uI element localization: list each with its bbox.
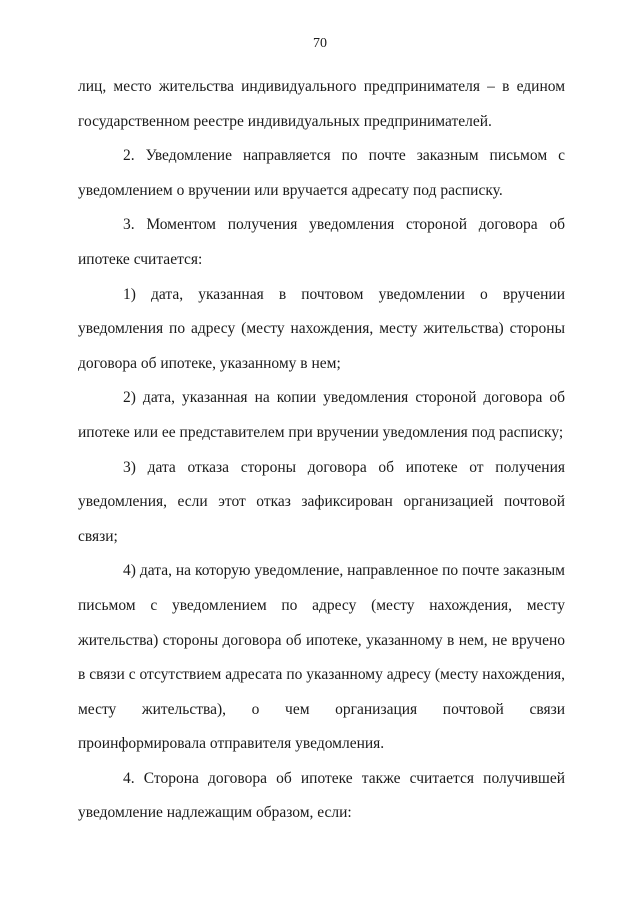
paragraph-item-4: 4. Сторона договора об ипотеке также считается получившей уведомление надлежащим образом, если: — [78, 769, 565, 822]
subitem-1: 1) дата, указанная в почтовом уведомлении о вручении уведомления по адресу (месту нахождения, месту жительства) стороны договора об ипотеке, указанному в нем; — [78, 285, 565, 372]
paragraph-item-2: 2. Уведомление направляется по почте заказным письмом с уведомлением о вручении или вручается адресату под расписку. — [78, 147, 565, 199]
document-body — [78, 70, 565, 831]
subitem-3: 3) дата отказа стороны договора об ипотеке от получения уведомления, если этот отказ зафиксирован организацией почтовой связи; — [78, 458, 565, 545]
page-number: 70 — [313, 36, 327, 51]
subitem-4: 4) дата, на которую уведомление, направленное по почте заказным письмом с уведомлением по адресу (месту нахождения, месту жительства) стороны договора об ипотеке, указанному в нем, не вручено в связи с отсутствием адресата по указанному адресу (месту нахождения, месту жительства), о чем организация почтовой связи проинформировала отправителя уведомления. — [78, 562, 565, 753]
paragraph-continuation: лиц, место жительства индивидуального предпринимателя – в едином государственном реестре индивидуальных предпринимателей. — [78, 78, 565, 130]
subitem-2: 2) дата, указанная на копии уведомления стороной договора об ипотеке или ее представителем при вручении уведомления под расписку; — [78, 389, 565, 441]
paragraph-item-3: 3. Моментом получения уведомления стороной договора об ипотеке считается: — [78, 216, 565, 268]
